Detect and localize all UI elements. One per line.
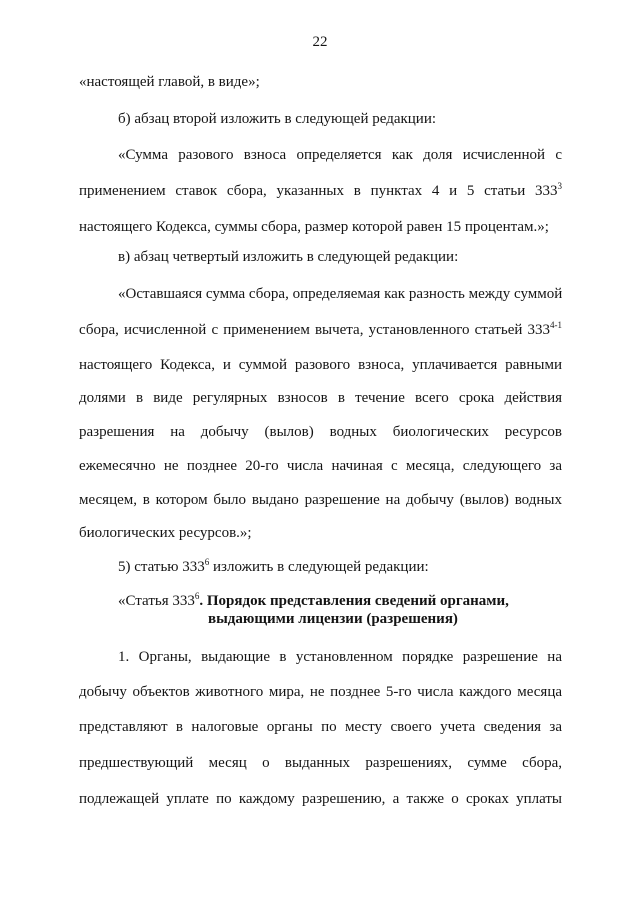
text-line: б) абзац второй изложить в следующей редакции: — [118, 111, 437, 127]
superscript: 6 — [204, 557, 210, 567]
text-line: 1. Органы, выдающие в установленном порядке разрешение на — [118, 649, 562, 665]
text-line: разрешения на добычу (вылов) водных биологических ресурсов — [79, 424, 562, 440]
text-segment: изложить в следующей редакции: — [209, 559, 429, 575]
text-line — [79, 182, 562, 200]
text-line: биологических ресурсов.»; — [79, 525, 252, 541]
text-segment: 5) статью 333 — [118, 559, 205, 575]
text-line: «Оставшаяся сумма сбора, определяемая как разность между суммой — [118, 286, 563, 302]
text-segment: сбора, исчисленной с применением вычета, установленного статьей 333 — [79, 322, 550, 338]
text-line: ежемесячно не позднее 20-го числа начиная с месяца, следующего за — [79, 458, 562, 474]
text-line — [118, 558, 562, 576]
text-line — [79, 321, 562, 339]
text-line: месяцем, в котором было выдано разрешение на добычу (вылов) водных — [79, 492, 562, 508]
text-line: долями в виде регулярных взносов в течение всего срока действия — [79, 390, 562, 406]
heading-prefix: «Статья 333 — [118, 593, 195, 609]
superscript: 4-1 — [550, 320, 562, 330]
heading-title-line2: выдающими лицензии (разрешения) — [208, 611, 458, 627]
superscript: 6 — [194, 591, 200, 601]
text-line: настоящего Кодекса, и суммой разового взноса, уплачивается равными — [79, 357, 562, 373]
text-segment: применением ставок сбора, указанных в пунктах 4 и 5 статьи 333 — [79, 183, 558, 199]
superscript: 3 — [557, 181, 562, 191]
heading-title-line1: . Порядок представления сведений органами, — [199, 593, 509, 609]
text-line: представляют в налоговые органы по месту своего учета сведения за — [79, 719, 562, 735]
text-line: «настоящей главой, в виде»; — [79, 74, 260, 90]
text-line: «Сумма разового взноса определяется как доля исчисленной с — [118, 147, 562, 163]
text-line: настоящего Кодекса, суммы сбора, размер которой равен 15 процентам.»; — [79, 219, 549, 235]
article-heading — [118, 592, 562, 628]
text-line: подлежащей уплате по каждому разрешению, а также о сроках уплаты — [79, 791, 562, 807]
page-number: 22 — [312, 34, 328, 50]
text-line: предшествующий месяц о выданных разрешениях, сумме сбора, — [79, 755, 562, 771]
text-line: добычу объектов животного мира, не позднее 5-го числа каждого месяца — [79, 684, 562, 700]
text-line: в) абзац четвертый изложить в следующей редакции: — [118, 249, 459, 265]
